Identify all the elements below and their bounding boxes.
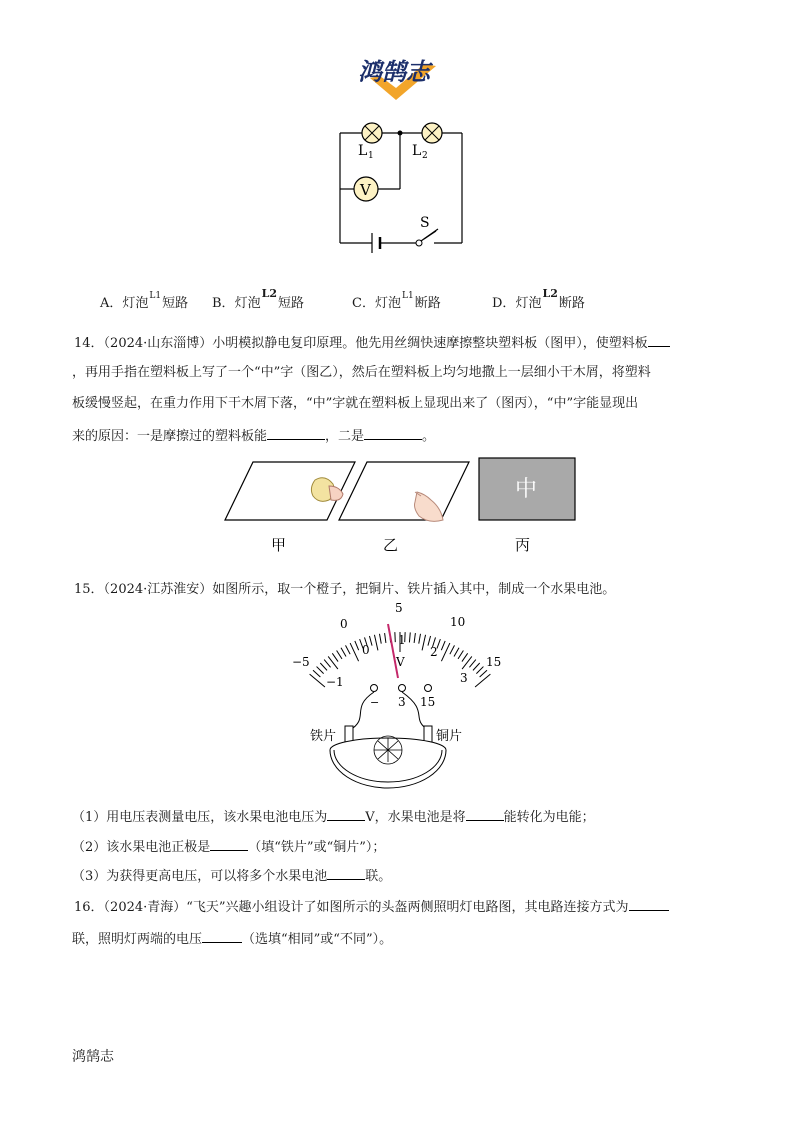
option-letter: B． <box>212 296 235 311</box>
l1-label-sub: 1 <box>368 151 374 161</box>
dial-tick <box>313 670 320 677</box>
outer-label-neg5: −5 <box>292 655 310 669</box>
terminal-label-3: 3 <box>398 695 406 709</box>
q14-line-2: ，再用手指在塑料板上写了一个“中”字（图乙），然后在塑料板上均匀地撒上一层细小干木屑，将塑料 <box>72 365 651 380</box>
dial-tick <box>414 633 415 643</box>
option-fault: 短路 <box>162 296 189 311</box>
terminal-label-15: 15 <box>420 695 436 709</box>
q16-line-1 <box>74 896 669 918</box>
outer-label-15: 15 <box>486 655 502 669</box>
q14-text: 。 <box>422 429 436 444</box>
dial-tick <box>324 660 330 668</box>
dial-tick <box>480 670 487 677</box>
q14-line-4 <box>72 425 435 447</box>
meter-needle <box>388 624 398 678</box>
q14-line-3: 板缓慢竖起，在重力作用下干木屑下落，“中”字就在塑料板上显现出来了（图丙），“中”字能显现出 <box>72 396 639 411</box>
q15-blank-positive[interactable] <box>210 836 248 851</box>
q15-text: 能转化为电能； <box>503 810 595 825</box>
page-footer: 鸿鹄志 <box>72 1049 114 1065</box>
dial-tick <box>469 660 475 668</box>
junction-dot <box>398 131 403 136</box>
lamp-l1-icon <box>362 123 382 143</box>
iron-plate-label: 铁片 <box>310 729 337 744</box>
option-text: 灯泡 <box>515 296 542 311</box>
dial-tick <box>337 650 342 658</box>
option-fault: 短路 <box>277 296 304 311</box>
q15-figure <box>290 600 520 796</box>
terminal-3 <box>399 685 406 692</box>
dial-tick <box>458 650 463 658</box>
q14-blank-1[interactable] <box>267 425 325 440</box>
terminal-label-neg: − <box>370 696 380 709</box>
dial-tick <box>450 645 455 654</box>
dial-tick <box>462 653 468 661</box>
q15-sub-1 <box>72 806 595 828</box>
dial-tick <box>317 667 324 674</box>
q14-text: 来的原因：一是摩擦过的塑料板能 <box>72 429 268 444</box>
dial-tick <box>355 641 359 650</box>
option-letter: A． <box>100 296 123 311</box>
inner-label-3: 3 <box>460 671 468 685</box>
q15-text: V，水果电池是将 <box>365 810 466 825</box>
option-lamp: L <box>149 291 156 301</box>
orange-icon <box>330 736 446 788</box>
logo-text: 鸿鹄志 <box>358 58 430 86</box>
l1-label: L <box>358 143 368 159</box>
option-fault: 断路 <box>558 296 585 311</box>
l2-label-sub: 2 <box>422 151 428 161</box>
dial-tick <box>476 667 483 674</box>
q13-option-b[interactable] <box>212 287 304 311</box>
copper-plate-label: 铜片 <box>436 729 463 744</box>
meter-unit: V <box>396 655 405 669</box>
dial-tick <box>374 635 377 651</box>
option-fault: 断路 <box>414 296 441 311</box>
dial-tick <box>475 674 490 687</box>
dial-tick <box>341 648 346 657</box>
dial-tick <box>310 674 325 687</box>
inner-label-2: 2 <box>430 645 438 659</box>
q16-line-2 <box>72 928 392 950</box>
q15-text: 联。 <box>365 869 392 884</box>
outer-label-10: 10 <box>450 615 466 629</box>
option-lamp: L <box>542 287 551 300</box>
option-text: 灯泡 <box>122 296 149 311</box>
q16-text: 联，照明灯两端的电压 <box>72 932 203 947</box>
option-text: 灯泡 <box>374 296 401 311</box>
dial-tick <box>422 635 425 651</box>
q14-blank-0[interactable] <box>648 332 670 347</box>
q15-text: （填“铁片”或“铜片”）； <box>248 840 386 855</box>
q16-text: 16．（2024·青海）“飞天”兴趣小组设计了如图所示的头盔两侧照明灯电路图，其电路连接方式为 <box>74 900 629 915</box>
q14-text: 14．（2024·山东淄博）小明模拟静电复印原理。他先用丝绸快速摩擦整块塑料板（图甲），使塑料板 <box>74 336 648 351</box>
option-lamp-index: 2 <box>269 287 277 300</box>
option-lamp-index: 2 <box>550 287 558 300</box>
dial-tick <box>441 641 445 650</box>
q13-option-c[interactable] <box>352 292 441 311</box>
inner-label-0: 0 <box>362 643 370 657</box>
option-lamp: L <box>261 287 270 300</box>
dial-tick <box>328 656 338 669</box>
option-lamp-index: 1 <box>407 291 414 301</box>
option-letter: D． <box>492 296 516 311</box>
caption-jia: 甲 <box>271 536 287 554</box>
q14-text: ，二是 <box>325 429 365 444</box>
caption-yi: 乙 <box>383 536 399 554</box>
dial-tick <box>369 636 372 646</box>
caption-bing: 丙 <box>515 536 531 554</box>
q16-blank-voltage[interactable] <box>202 928 242 943</box>
dial-tick <box>385 633 386 643</box>
dial-tick <box>346 645 351 654</box>
dial-tick <box>320 663 327 670</box>
inner-label-neg1: −1 <box>326 675 344 689</box>
l2-label: L <box>412 143 422 159</box>
outer-label-5: 5 <box>395 601 403 615</box>
dial-tick <box>332 653 338 661</box>
dial-tick <box>473 663 480 670</box>
dial-tick <box>409 632 410 642</box>
inner-label-1: 1 <box>398 633 406 647</box>
switch-label: S <box>420 215 430 231</box>
terminal-15 <box>425 685 432 692</box>
terminal-neg <box>371 685 378 692</box>
lamp-l2-icon <box>422 123 442 143</box>
q15-blank-energy[interactable] <box>466 806 504 821</box>
q14-blank-2[interactable] <box>364 425 422 440</box>
plastic-board-b <box>339 462 469 520</box>
q15-blank-voltage[interactable] <box>327 806 365 821</box>
option-lamp: L <box>401 291 408 301</box>
option-letter: C． <box>352 296 375 311</box>
q15-intro: 15．（2024·江苏淮安）如图所示，取一个橙子，把铜片、铁片插入其中，制成一个水果电池。 <box>74 582 616 597</box>
dial-tick <box>419 634 421 644</box>
q15-text: （3）为获得更高电压，可以将多个水果电池 <box>72 869 328 884</box>
option-text: 灯泡 <box>234 296 261 311</box>
logo <box>350 54 470 108</box>
q16-blank-connection[interactable] <box>629 896 669 911</box>
voltmeter-label: V <box>360 181 371 199</box>
q15-sub-3 <box>72 865 391 887</box>
q15-text: （2）该水果电池正极是 <box>72 840 211 855</box>
option-lamp-index: 1 <box>155 291 162 301</box>
q15-sub-2 <box>72 836 385 858</box>
q14-figures <box>215 456 585 556</box>
q15-text: （1）用电压表测量电压，该水果电池电压为 <box>72 810 328 825</box>
q13-option-d[interactable] <box>492 287 585 311</box>
dial-tick <box>380 634 382 644</box>
q13-circuit-diagram <box>320 115 480 255</box>
q14-line-1 <box>74 332 670 354</box>
battery-icon <box>372 233 380 253</box>
q13-option-a[interactable] <box>100 292 188 311</box>
outer-label-0: 0 <box>340 617 348 631</box>
q15-blank-connection[interactable] <box>327 865 365 880</box>
q16-text: （选填“相同”或“不同”）。 <box>242 932 393 947</box>
dial-tick <box>454 648 459 657</box>
dial-tick <box>462 656 472 669</box>
revealed-character: 中 <box>515 477 538 502</box>
